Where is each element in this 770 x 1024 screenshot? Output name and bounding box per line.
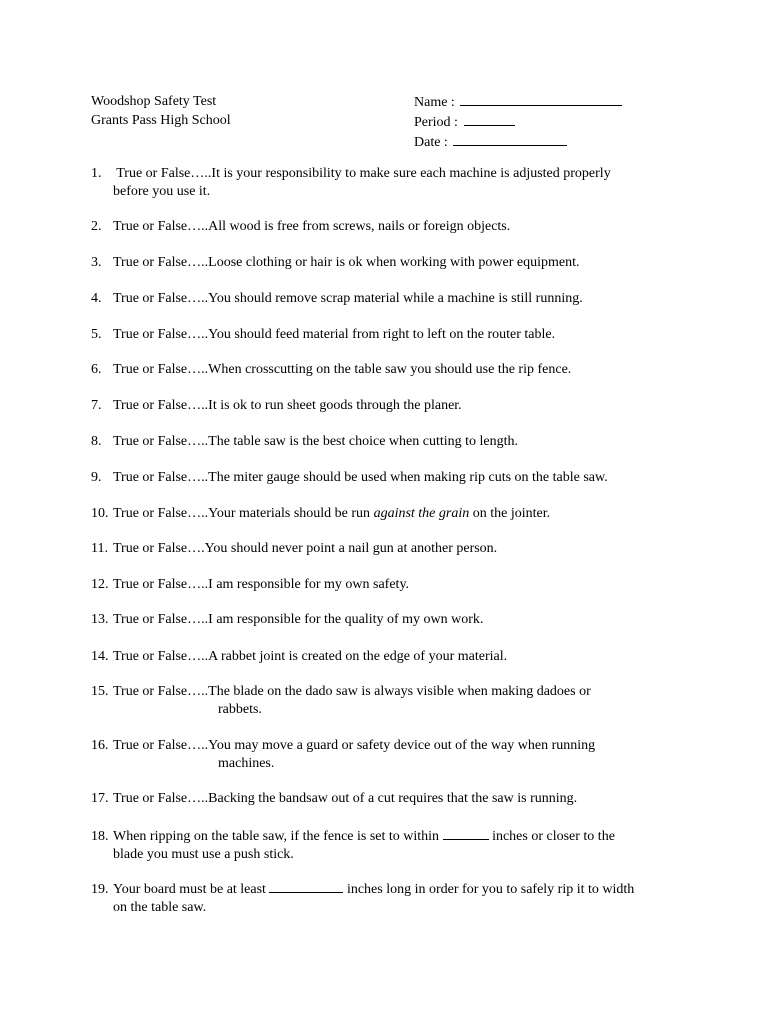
question-7 [91, 397, 691, 415]
date-label: Date : [414, 135, 448, 150]
question-15 [91, 683, 691, 719]
question-number: 16. [91, 738, 109, 753]
question-text-continued: rabbets. [218, 702, 262, 717]
question-number: 8. [91, 434, 102, 449]
question-3 [91, 254, 691, 272]
question-text-continued: before you use it. [113, 184, 211, 199]
question-text: The table saw is the best choice when cutting to length. [208, 434, 519, 449]
question-9 [91, 469, 691, 487]
answer-blank[interactable] [443, 826, 489, 840]
question-text: Your board must be at least [113, 882, 266, 897]
question-number: 7. [91, 398, 102, 413]
answer-blank[interactable] [269, 879, 343, 893]
question-text-end: inches long in order for you to safely rip it to width [346, 882, 635, 897]
question-number: 5. [91, 327, 102, 342]
question-number: 14. [91, 649, 109, 664]
question-text-end: on the jointer. [469, 506, 551, 521]
question-17 [91, 790, 691, 808]
question-number: 12. [91, 577, 109, 592]
question-number: 2. [91, 219, 102, 234]
question-text: All wood is free from screws, nails or foreign objects. [208, 219, 511, 234]
question-11 [91, 540, 691, 558]
question-text: The miter gauge should be used when making rip cuts on the table saw. [208, 470, 608, 485]
question-text-continued: on the table saw. [113, 900, 207, 915]
true-false-prefix: True or False….. [113, 362, 209, 377]
true-false-prefix: True or False….. [113, 506, 209, 521]
question-number: 15. [91, 684, 109, 699]
question-number: 17. [91, 791, 109, 806]
question-number: 11. [91, 541, 108, 556]
true-false-prefix: True or False….. [113, 791, 209, 806]
question-text: You should remove scrap material while a machine is still running. [208, 291, 583, 306]
true-false-prefix: True or False….. [113, 684, 209, 699]
true-false-prefix: True or False….. [113, 166, 212, 181]
question-12 [91, 576, 691, 594]
question-text: It is ok to run sheet goods through the planer. [208, 398, 462, 413]
question-text: The blade on the dado saw is always visible when making dadoes or [208, 684, 591, 699]
question-number: 18. [91, 829, 109, 844]
question-18 [91, 826, 691, 864]
question-number: 19. [91, 882, 109, 897]
question-text: When crosscutting on the table saw you should use the rip fence. [208, 362, 572, 377]
question-text: Your materials should be run [208, 506, 374, 521]
true-false-prefix: True or False….. [113, 434, 209, 449]
true-false-prefix: True or False….. [113, 577, 209, 592]
student-info-fields [414, 92, 622, 152]
question-text-end: inches or closer to the [492, 829, 615, 844]
question-1 [91, 165, 691, 201]
question-text: I am responsible for the quality of my own work. [208, 612, 484, 627]
date-field[interactable] [414, 132, 622, 152]
question-text-continued: machines. [218, 756, 275, 771]
question-text: You should never point a nail gun at another person. [204, 541, 498, 556]
true-false-prefix: True or False….. [113, 470, 209, 485]
question-14 [91, 648, 691, 666]
question-text: Loose clothing or hair is ok when working with power equipment. [208, 255, 580, 270]
test-title: Woodshop Safety Test [91, 94, 217, 109]
question-10 [91, 505, 691, 523]
period-label: Period : [414, 115, 458, 130]
name-field[interactable] [414, 92, 622, 112]
true-false-prefix: True or False….. [113, 738, 209, 753]
question-8 [91, 433, 691, 451]
true-false-prefix: True or False…. [113, 541, 205, 556]
question-text: A rabbet joint is created on the edge of your material. [208, 649, 508, 664]
true-false-prefix: True or False….. [113, 612, 209, 627]
question-6 [91, 361, 691, 379]
question-2 [91, 218, 691, 236]
question-number: 1. [91, 166, 102, 181]
question-text: When ripping on the table saw, if the fence is set to within [113, 829, 440, 844]
question-number: 9. [91, 470, 102, 485]
true-false-prefix: True or False….. [113, 327, 209, 342]
question-4 [91, 290, 691, 308]
question-5 [91, 326, 691, 344]
question-number: 6. [91, 362, 102, 377]
period-field[interactable] [414, 112, 622, 132]
question-text: You may move a guard or safety device out of the way when running [208, 738, 596, 753]
question-text: Backing the bandsaw out of a cut requires that the saw is running. [208, 791, 578, 806]
question-text: You should feed material from right to left on the router table. [208, 327, 556, 342]
true-false-prefix: True or False….. [113, 649, 209, 664]
question-number: 4. [91, 291, 102, 306]
school-name: Grants Pass High School [91, 113, 231, 128]
question-number: 3. [91, 255, 102, 270]
true-false-prefix: True or False….. [113, 398, 209, 413]
question-13 [91, 611, 691, 629]
date-blank[interactable] [453, 132, 567, 146]
true-false-prefix: True or False….. [113, 255, 209, 270]
true-false-prefix: True or False….. [113, 219, 209, 234]
question-number: 10. [91, 506, 109, 521]
question-19 [91, 879, 691, 917]
period-blank[interactable] [464, 112, 515, 126]
question-text: I am responsible for my own safety. [208, 577, 410, 592]
question-text-continued: blade you must use a push stick. [113, 847, 294, 862]
test-header [91, 92, 231, 130]
question-number: 13. [91, 612, 109, 627]
name-label: Name : [414, 95, 455, 110]
question-text: It is your responsibility to make sure each machine is adjusted properly [211, 166, 611, 181]
question-16 [91, 737, 691, 773]
question-text-emphasis: against the grain [373, 506, 470, 521]
name-blank[interactable] [460, 92, 622, 106]
true-false-prefix: True or False….. [113, 291, 209, 306]
